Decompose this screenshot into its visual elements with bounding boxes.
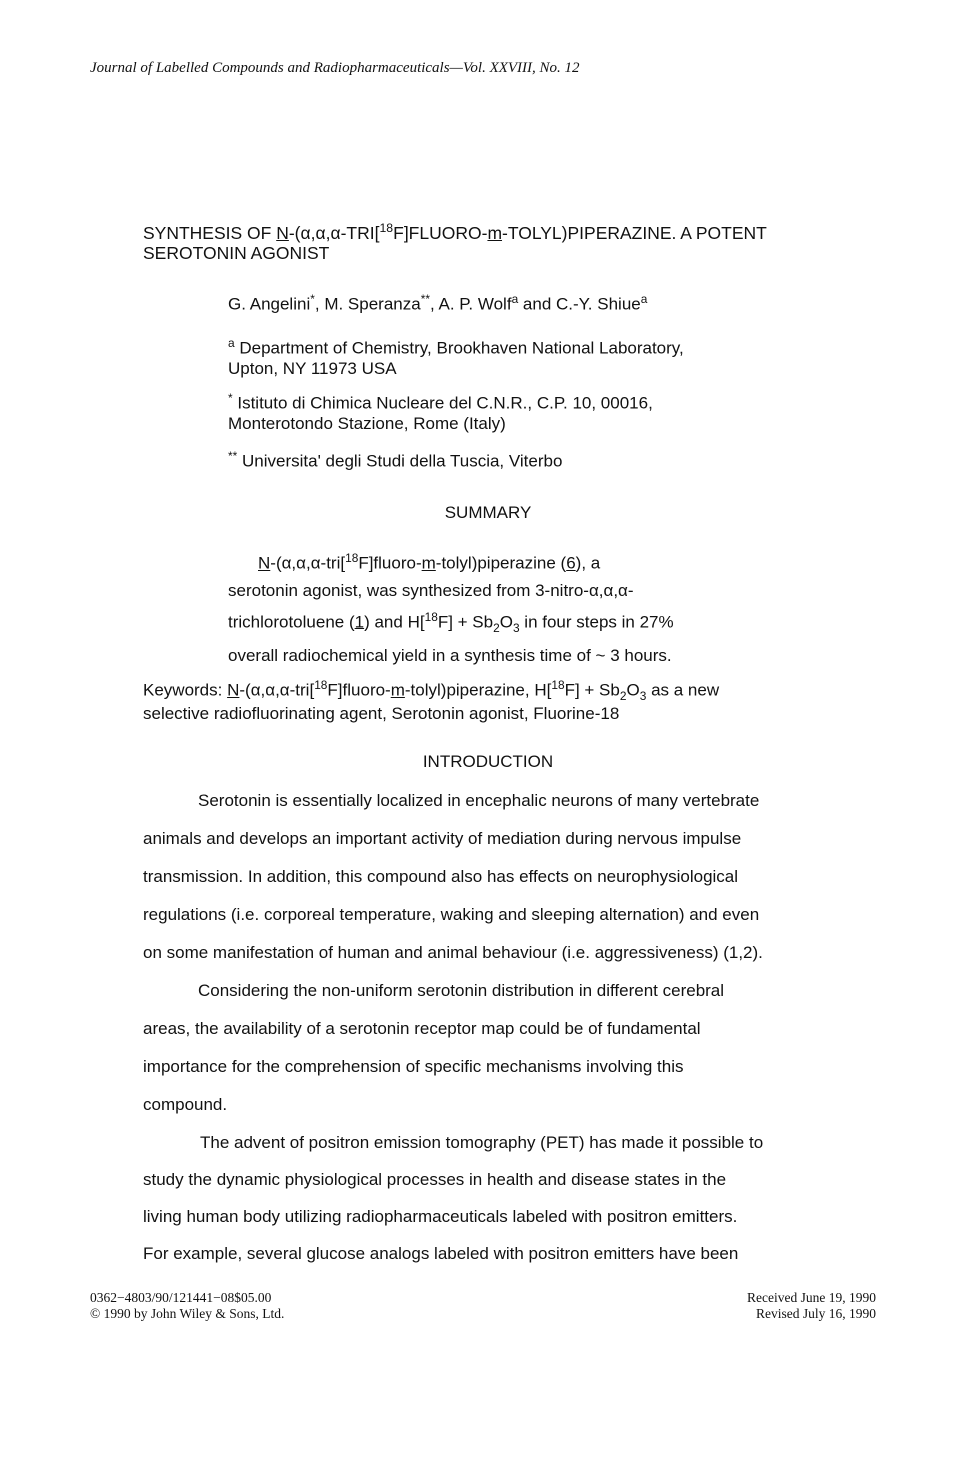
publication-code: 0362−4803/90/121441−08$05.00 [90, 1290, 272, 1305]
intro-line: importance for the comprehension of specific mechanisms involving this [143, 1057, 684, 1076]
intro-line: For example, several glucose analogs labeled with positron emitters have been [143, 1244, 739, 1263]
title-line-1: SYNTHESIS OF N-(α,α,α-TRI[$^{18}$F]FLUORO-m-TOLYL)PIPERAZINE. A POTENT [143, 221, 767, 243]
author-list: G. Angelini*, M. Speranza**, A. P. Wolf$^a$ and C.-Y. Shiue$^a$ [228, 292, 648, 314]
keywords: Keywords: N-(α,α,α-tri[$^{18}$F]fluoro-m-tolyl)piperazine, $H[^{18}F] + Sb_2O_3$ as a new selective radiofluorinating agent, Serotonin agonist, Fluorine-18 [143, 678, 720, 724]
journal-header: Journal of Labelled Compounds and Radiopharmaceuticals—Vol. XXVIII, No. 12 [90, 60, 580, 76]
affiliation-a: $^a$ Department of Chemistry, Brookhaven National Laboratory, Upton, NY 11973 USA [228, 336, 684, 378]
intro-line: transmission. In addition, this compound also has effects on neurophysiological [143, 867, 739, 886]
copyright: © 1990 by John Wiley & Sons, Ltd. [90, 1306, 285, 1321]
revised-date: Revised July 16, 1990 [756, 1306, 876, 1321]
intro-line: areas, the availability of a serotonin receptor map could be of fundamental [143, 1019, 701, 1038]
footer-dates [747, 1290, 876, 1322]
intro-line: regulations (i.e. corporeal temperature, waking and sleeping alternation) and even [143, 905, 760, 924]
intro-line: living human body utilizing radiopharmaceuticals labeled with positron emitters. [143, 1207, 738, 1226]
intro-line: The advent of positron emission tomography (PET) has made it possible to [200, 1133, 764, 1152]
affiliation-star: * Istituto di Chimica Nucleare del C.N.R., C.P. 10, 00016, Monterotondo Stazione, Rome (Italy) [228, 391, 653, 433]
footer-publication-info [90, 1290, 284, 1322]
intro-line: on some manifestation of human and animal behaviour (i.e. aggressiveness) (1,2). [143, 943, 763, 962]
summary-text: N-(α,α,α-tri[$^{18}$F]fluoro-m-tolyl)piperazine (6), a serotonin agonist, was synthesized from 3-nitro-α,α,α- trichlorotoluene (1) and $H[^{18}F] + Sb_2O_3$ in four steps in 27% overall radiochemical yield in a synthesis time of ~ 3 hours. [228, 551, 674, 665]
intro-line: Serotonin is essentially localized in encephalic neurons of many vertebrate [198, 791, 760, 810]
paper-title [143, 218, 767, 263]
received-date: Received June 19, 1990 [747, 1290, 876, 1305]
introduction-heading: INTRODUCTION [422, 752, 554, 771]
intro-line: animals and develops an important activity of mediation during nervous impulse [143, 829, 742, 848]
summary-heading: SUMMARY [444, 503, 532, 522]
intro-line: compound. [143, 1095, 228, 1114]
affiliation-double-star: ** Universita' degli Studi della Tuscia, Viterbo [228, 449, 563, 471]
intro-line: Considering the non-uniform serotonin distribution in different cerebral [198, 981, 725, 1000]
intro-line: study the dynamic physiological processes in health and disease states in the [143, 1170, 727, 1189]
title-line-2: SEROTONIN AGONIST [143, 242, 330, 263]
